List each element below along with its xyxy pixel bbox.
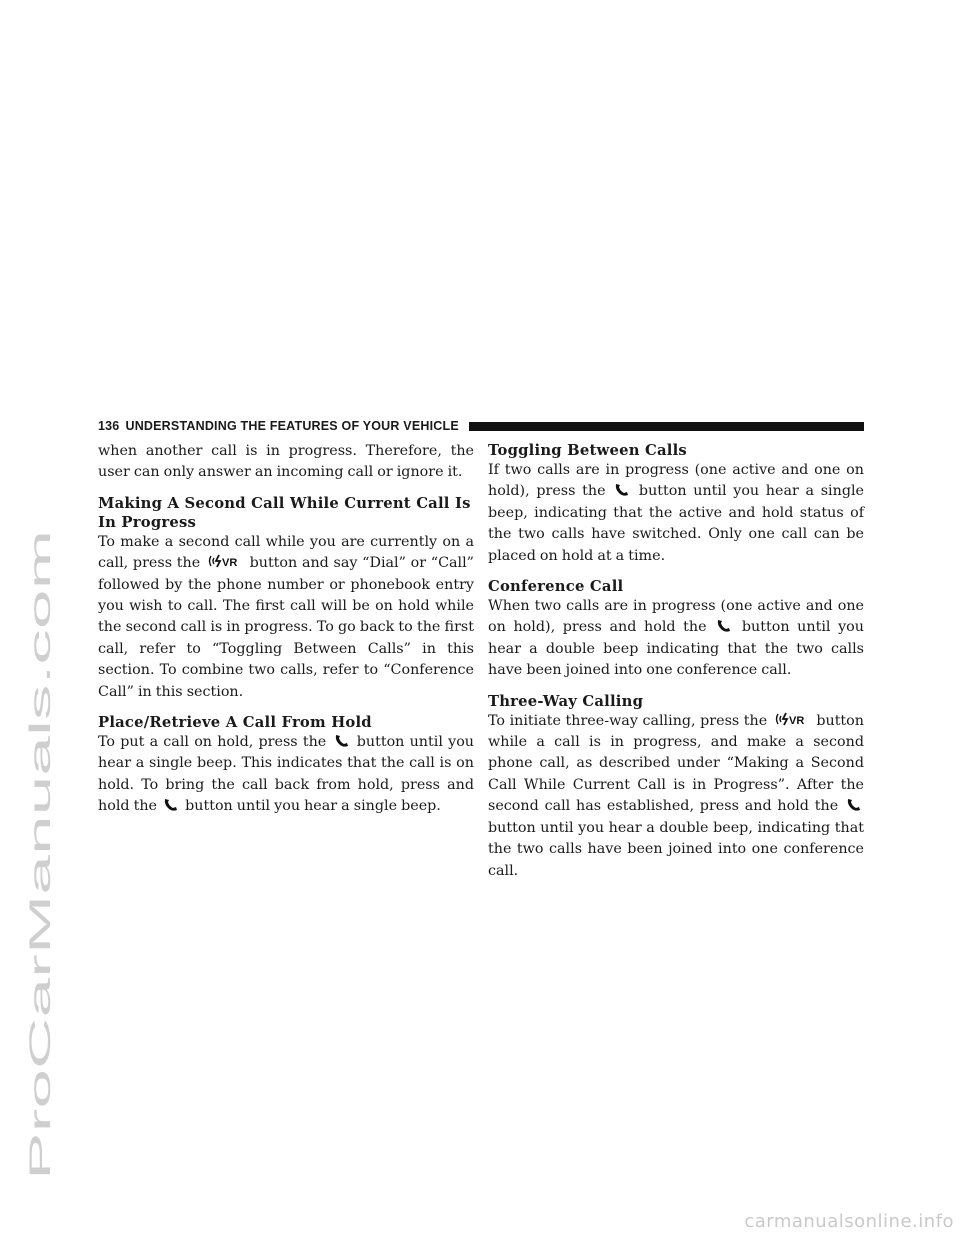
heading-conference: Conference Call [488, 578, 624, 596]
voice-recognition-icon [774, 711, 810, 727]
side-watermark-graphic [6, 520, 66, 1200]
phone-icon [614, 483, 630, 497]
heading-three-way: Three-Way Calling [488, 692, 644, 710]
right-column [488, 441, 864, 892]
text-segment: To make a second call while you are currently on a call, press the [98, 533, 474, 572]
text-segment: If two calls are in progress (one active and one on hold), press the [488, 462, 864, 500]
phone-icon [716, 619, 732, 633]
text-segment: button until you hear a double beep indicating that the two calls have been joined into one conference call. [488, 619, 865, 679]
paragraph-conference [488, 596, 864, 682]
phone-icon [846, 798, 862, 812]
text-segment: When two calls are in progress (one active and one on hold), press and hold the [488, 598, 864, 636]
text-segment: button until you hear a double beep, indicating that the two calls have been joined into one conference call. [488, 819, 864, 879]
side-watermark-text: ProCarManuals.com [24, 906, 57, 1180]
text-segment: button while a call is in progress, and make a second phone call, as described under “Making a Second Call While Current Call is in Progress”. After the second call has established, press and hold the [488, 712, 864, 815]
text-segment: button until you hear a single beep. This indicates that the call is on hold. To bring the call back from hold, press and hold the [98, 734, 475, 815]
paragraph-toggling [488, 460, 864, 567]
header-rule [469, 422, 864, 431]
svg-text:VR: VR [221, 557, 238, 570]
heading-toggling: Toggling Between Calls [488, 442, 687, 459]
text-segment: button until you hear a single beep, indicating that the active and hold status of the two calls have switched. Only one call can be placed on hold at a time. [488, 483, 865, 564]
page-number: 136 [98, 419, 120, 433]
page-header [98, 416, 864, 436]
bottom-watermark: carmanualsonline.info [744, 1211, 954, 1232]
text-segment: To put a call on hold, press the [98, 734, 327, 751]
phone-icon [163, 798, 179, 812]
text-segment: button and say “Dial” or “Call” followed by the phone number or phonebook entry you wish to call. The first call will be on hold while the second call is in progress. To go back to the first call, refer to “Toggling Between Calls” in this section. To combine two calls, refer to “Conference Call” in this section. [98, 555, 474, 700]
svg-text:VR: VR [788, 714, 805, 727]
heading-hold: Place/Retrieve A Call From Hold [98, 714, 372, 732]
voice-recognition-icon [207, 553, 243, 569]
heading-second-call: Making A Second Call While Current Call Is In Progress [98, 494, 471, 531]
paragraph-three-way [488, 711, 864, 882]
left-column [98, 441, 474, 828]
text-segment: button until you hear a single beep. [185, 798, 441, 815]
phone-icon [334, 734, 350, 748]
paragraph-hold [98, 732, 474, 818]
text-segment: To initiate three-way calling, press the [488, 712, 768, 729]
intro-paragraph: when another call is in progress. Therefore, the user can only answer an incoming call or ignore it. [98, 443, 474, 481]
side-watermark [6, 520, 66, 1200]
section-title: UNDERSTANDING THE FEATURES OF YOUR VEHICLE [125, 419, 459, 433]
paragraph-second-call [98, 532, 474, 703]
